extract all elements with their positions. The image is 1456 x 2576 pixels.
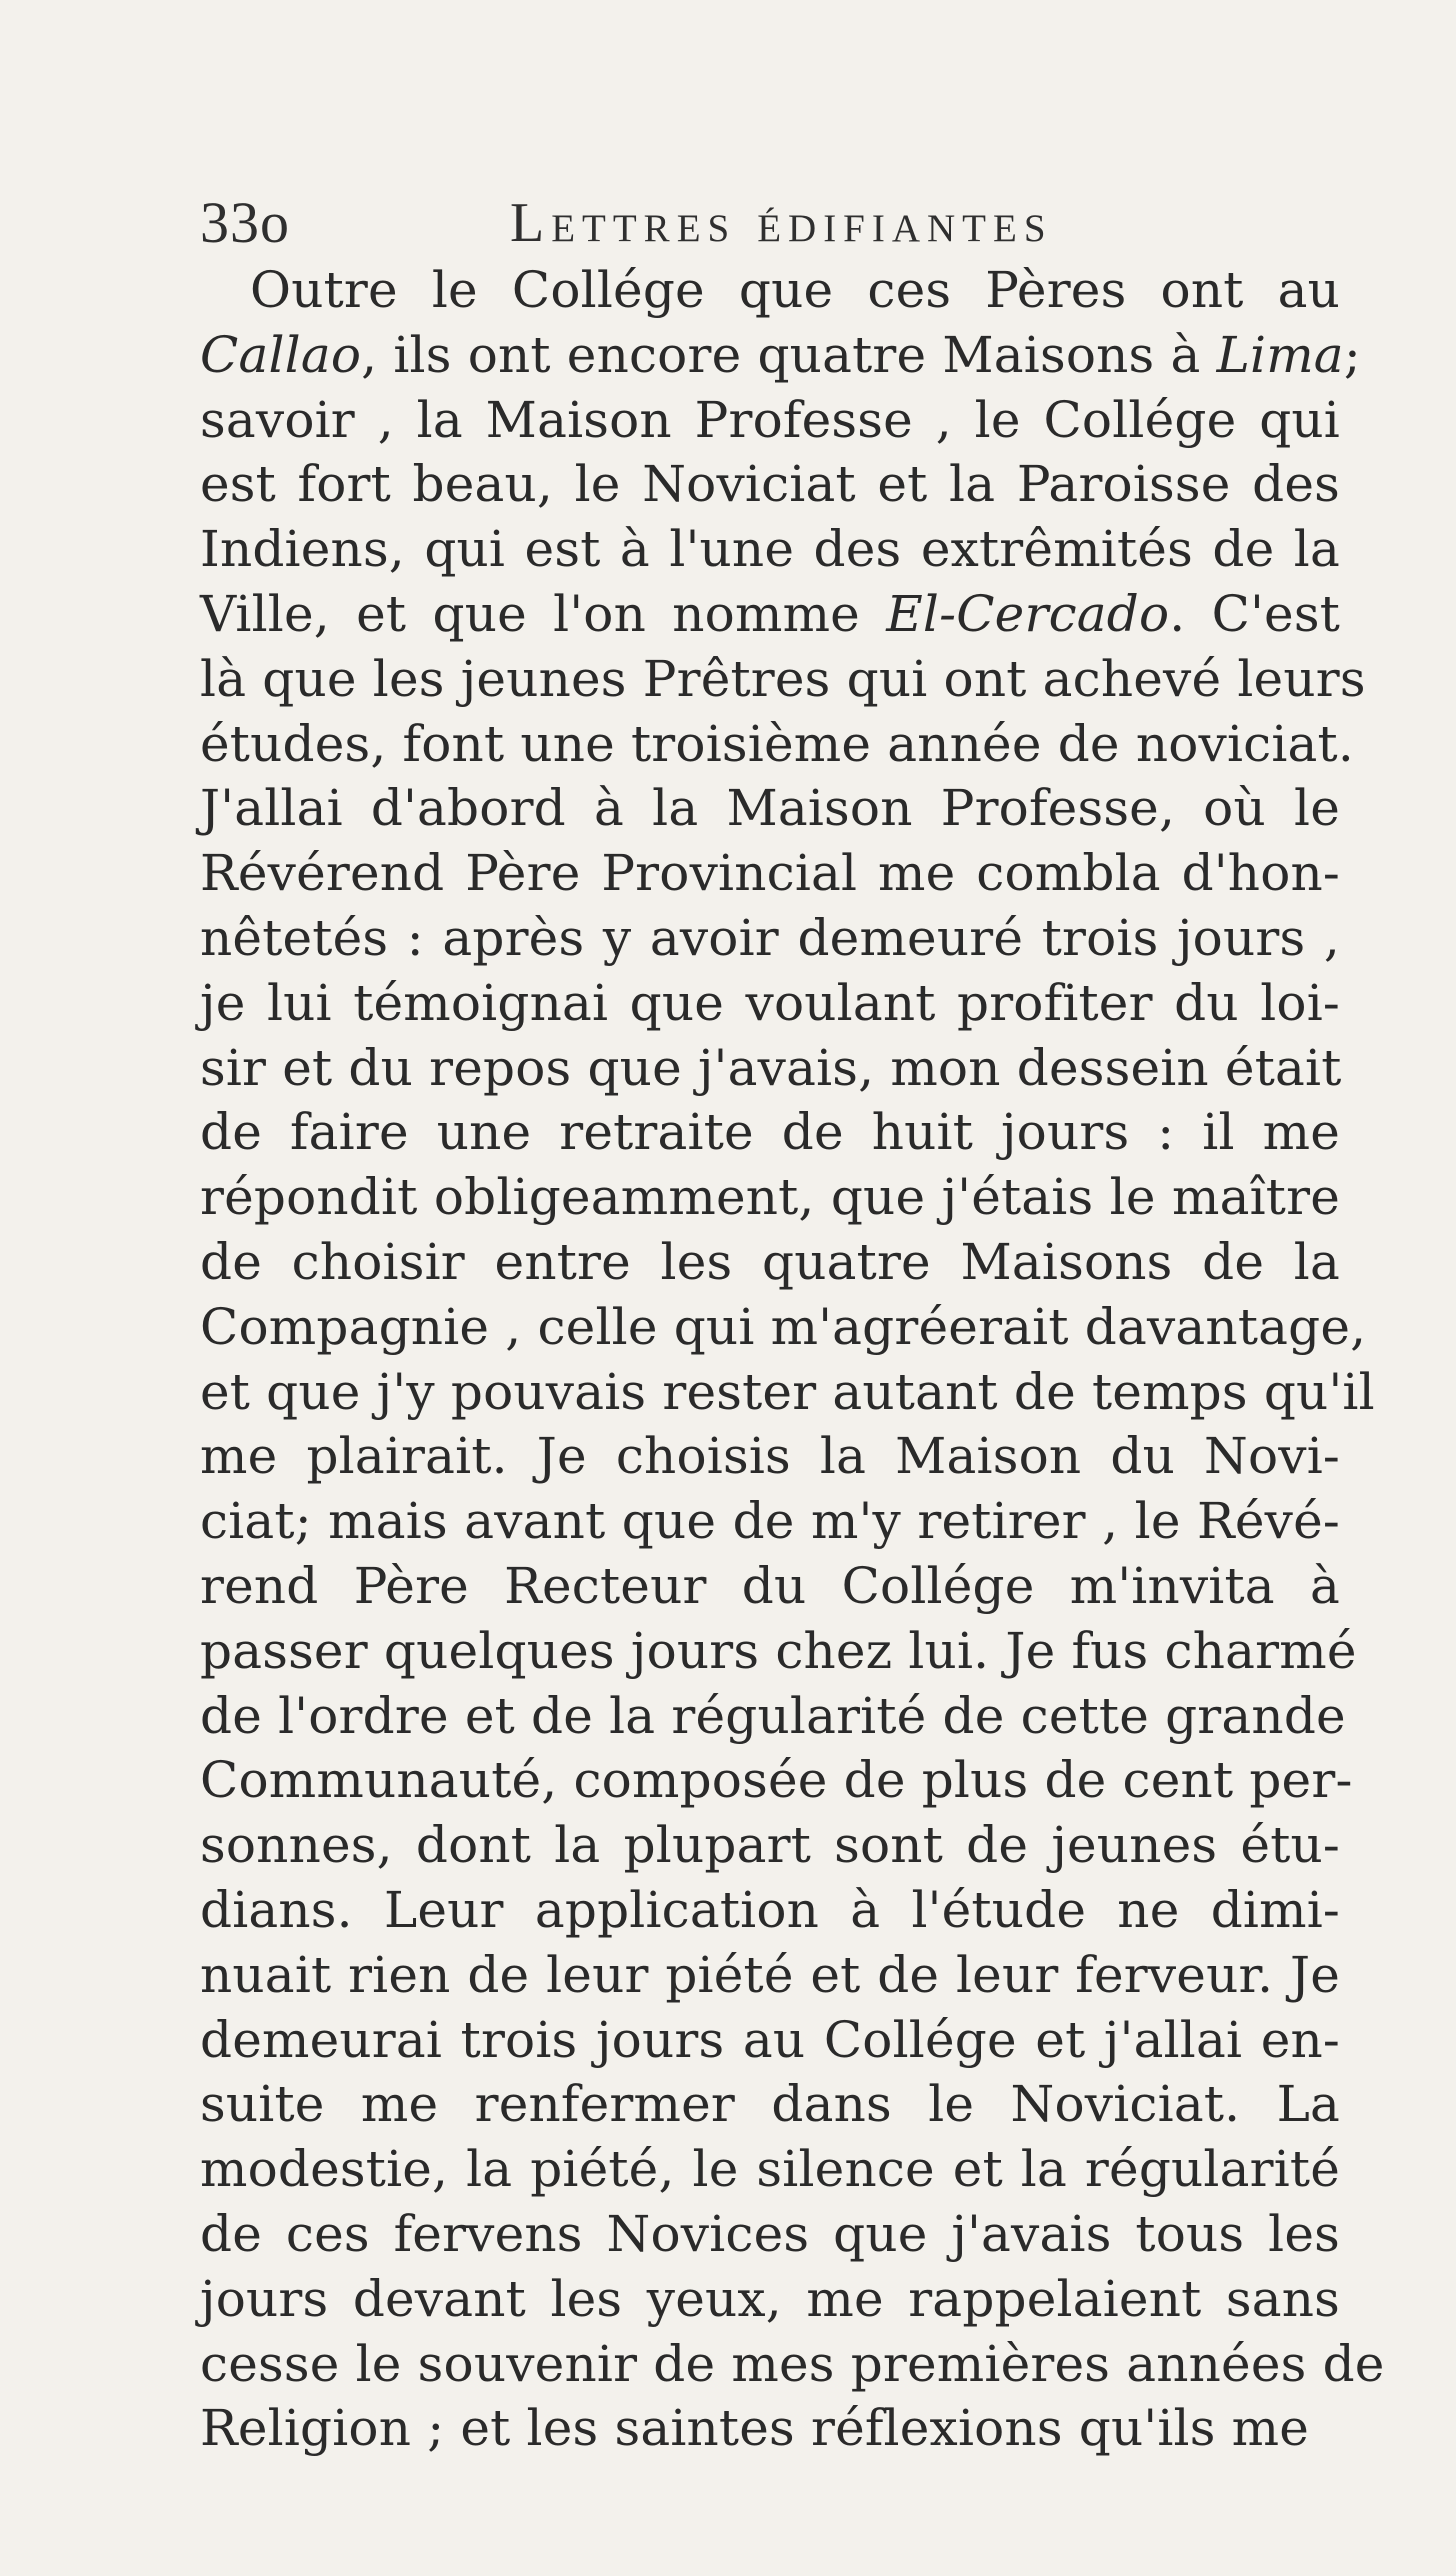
text-line: rend Père Recteur du Collége m'invita à [200, 1556, 1340, 1615]
text-line: répondit obligeamment, que j'étais le maître [200, 1168, 1340, 1227]
text-line: Religion ; et les saintes réflexions qu'ils me [200, 2399, 1310, 2458]
text-line: sir et du repos que j'avais, mon dessein était [200, 1038, 1342, 1097]
text-line: jours devant les yeux, me rappelaient sans [200, 2269, 1340, 2328]
text-line: nêtetés : après y avoir demeuré trois jours , [200, 908, 1340, 967]
text-line: Ville, et que l'on nomme El-Cercado. C'est [200, 584, 1340, 643]
page-header [200, 188, 1300, 258]
text-line: de choisir entre les quatre Maisons de la [200, 1232, 1340, 1291]
running-title: Lettres édifiantes [510, 192, 1053, 254]
text-line: là que les jeunes Prêtres qui ont achevé leurs [200, 649, 1366, 708]
text-line: Outre le Collége que ces Pères ont au [250, 261, 1340, 319]
text-line: et que j'y pouvais rester autant de temps qu'il [200, 1362, 1375, 1421]
text-line: sonnes, dont la plupart sont de jeunes étu- [200, 1816, 1340, 1875]
text-line: savoir , la Maison Professe , le Collége qui [200, 390, 1340, 449]
text-line: est fort beau, le Noviciat et la Paroisse des [200, 455, 1340, 514]
text-line: de l'ordre et de la régularité de cette grande [200, 1686, 1346, 1745]
text-line: J'allai d'abord à la Maison Professe, où le [200, 779, 1340, 838]
text-line: me plairait. Je choisis la Maison du Novi- [200, 1427, 1340, 1486]
text-line: de faire une retraite de huit jours : il me [200, 1103, 1340, 1162]
text-line: Révérend Père Provincial me combla d'hon- [200, 844, 1340, 903]
text-line: Compagnie , celle qui m'agréerait davantage, [200, 1297, 1367, 1356]
text-line: nuait rien de leur piété et de leur ferveur. Je [200, 1945, 1340, 2004]
text-line: cesse le souvenir de mes premières années de [200, 2334, 1385, 2393]
text-line: dians. Leur application à l'étude ne dimi- [200, 1880, 1340, 1939]
text-line: de ces fervens Novices que j'avais tous les [200, 2204, 1340, 2263]
text-line: je lui témoignai que voulant profiter du loi- [200, 973, 1340, 1032]
text-line: suite me renfermer dans le Noviciat. La [200, 2075, 1340, 2134]
text-line: Communauté, composée de plus de cent per- [200, 1751, 1353, 1810]
text-line: passer quelques jours chez lui. Je fus charmé [200, 1621, 1357, 1680]
text-line: Callao, ils ont encore quatre Maisons à Lima; [200, 325, 1361, 384]
text-line: ciat; mais avant que de m'y retirer , le Révé- [200, 1492, 1340, 1551]
text-line: demeurai trois jours au Collége et j'allai en- [200, 2010, 1340, 2069]
text-line: Indiens, qui est à l'une des extrêmités de la [200, 520, 1340, 579]
text-line: modestie, la piété, le silence et la régularité [200, 2140, 1340, 2199]
page-number: 33o [200, 190, 290, 255]
body-text [200, 258, 1385, 2461]
text-line: études, font une troisième année de noviciat. [200, 714, 1354, 773]
